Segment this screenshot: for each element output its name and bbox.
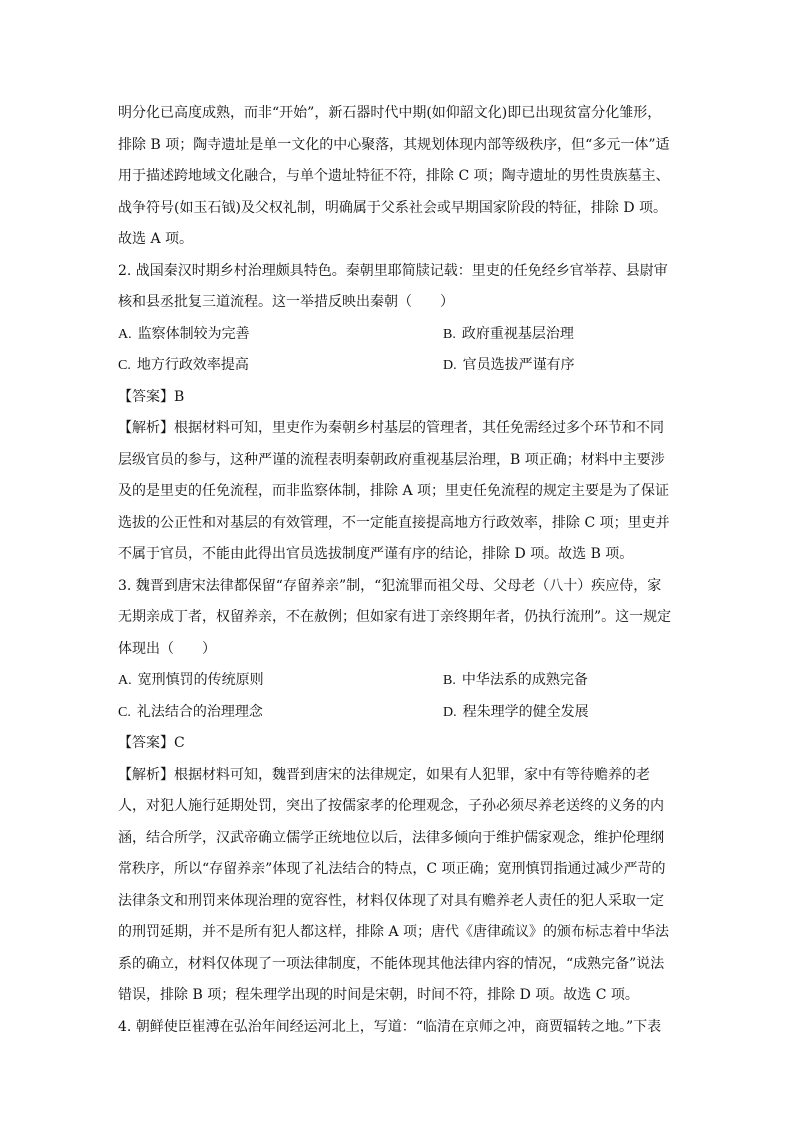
- question-3: [118, 571, 678, 1012]
- text-line: 用于描述跨地域文化融合，与单个遗址特征不符，排除 C 项；陶寺遗址的男性贵族墓主、: [118, 168, 670, 184]
- text-line: 明分化已高度成熟，而非“开始”，新石器时代中期(如仰韶文化)即已出现贫富分化雏形，: [118, 105, 662, 121]
- option-row: [118, 697, 678, 729]
- question-stem: 4. 朝鲜使臣崔溥在弘治年间经运河北上，写道：“临清在京师之冲，商贾辐转之地。”下表: [118, 1018, 662, 1035]
- option-text: 监察体制较为完善: [137, 325, 250, 342]
- option-letter: C.: [118, 704, 131, 720]
- analysis-line: 系的确立，材料仅体现了一项法律制度，不能体现其他法律内容的情况，“成熟完备”说法: [118, 955, 665, 972]
- option-text: 官员选拔严谨有序: [462, 357, 575, 373]
- option-c: [118, 350, 249, 382]
- option-row: [118, 350, 678, 382]
- question-stem: 无期亲成丁者，权留养亲，不在赦例；但如家有进丁亲终期年者，仍执行流刑”。这一规定: [118, 609, 672, 625]
- question-stem: 核和县丞批复三道流程。这一举措反映出秦朝（ ）: [118, 294, 454, 310]
- analysis-line: 及的是里吏的任免流程，而非监察体制，排除 A 项；里吏任免流程的规定主要是为了保证: [118, 483, 670, 499]
- option-letter: D.: [443, 358, 457, 373]
- analysis-line: 选拔的公正性和对基层的有效管理，不一定能直接提高地方行政效率，排除 C 项；里吏并: [118, 514, 670, 531]
- option-a: [118, 665, 264, 697]
- analysis-line: 人，对犯人施行延期处罚，突出了按儒家孝的伦理观念，子孙必须尽养老送终的义务的内: [118, 798, 664, 814]
- question-4: [118, 1012, 678, 1044]
- option-letter: D.: [443, 704, 457, 720]
- option-letter: C.: [118, 358, 131, 373]
- analysis-line: 的刑罚延期，并不是所有犯人都这样，排除 A 项；唐代《唐律疏议》的颁布标志着中华法: [118, 924, 670, 940]
- question-stem: 2. 战国秦汉时期乡村治理颇具特色。秦朝里耶简牍记载：里吏的任免经乡官举荐、县尉审: [118, 262, 668, 279]
- option-letter: A.: [118, 326, 132, 342]
- option-d: [443, 350, 575, 382]
- text-line: 排除 B 项；陶寺遗址是单一文化的中心聚落，其规划体现内部等级秩序，但“多元一体”适: [118, 136, 670, 153]
- text-line: 战争符号(如玉石钺)及父权礼制，明确属于父系社会或早期国家阶段的特征，排除 D 项。: [118, 199, 668, 216]
- option-c: [118, 697, 263, 729]
- question-2: [118, 256, 678, 571]
- answer-label: 【答案】B: [118, 388, 185, 405]
- option-text: 程朱理学的健全发展: [462, 703, 589, 720]
- text-line: 故选 A 项。: [118, 231, 194, 247]
- analysis-line: 法律条文和刑罚来体现治理的宽容性，材料仅体现了对具有赡养老人责任的犯人采取一定: [118, 892, 664, 909]
- option-text: 地方行政效率提高: [136, 357, 249, 373]
- analysis-line: 不属于官员，不能由此得出官员选拔制度严谨有序的结论，排除 D 项。故选 B 项。: [118, 546, 634, 562]
- option-row: [118, 665, 678, 697]
- question-stem: 3. 魏晋到唐宋法律都保留“存留养亲”制，“犯流罪而祖父母、父母老（八十）疾应侍，家: [118, 577, 662, 594]
- option-letter: A.: [118, 673, 132, 688]
- question-stem: 体现出（ ）: [118, 640, 216, 657]
- option-text: 中华法系的成熟完备: [461, 672, 588, 688]
- option-b: [443, 665, 588, 697]
- option-text: 宽刑慎罚的传统原则: [137, 672, 264, 688]
- option-d: [443, 697, 589, 729]
- answer-label: 【答案】C: [118, 735, 185, 751]
- option-row: [118, 319, 678, 351]
- option-text: 礼法结合的治理理念: [136, 703, 263, 720]
- analysis-line: 层级官员的参与，这种严谨的流程表明秦朝政府重视基层治理，B 项正确；材料中主要涉: [118, 451, 665, 468]
- option-letter: B.: [443, 326, 456, 342]
- analysis-line: 【解析】根据材料可知，里吏作为秦朝乡村基层的管理者，其任免需经过多个环节和不同: [118, 420, 664, 436]
- option-a: [118, 319, 250, 351]
- analysis-line: 【解析】根据材料可知，魏晋到唐宋的法律规定，如果有人犯罪，家中有等待赡养的老: [118, 766, 650, 783]
- option-text: 政府重视基层治理: [461, 325, 574, 342]
- analysis-line: 涵，结合所学，汉武帝确立儒学正统地位以后，法律多倾向于维护儒家观念，维护伦理纲: [118, 829, 664, 846]
- page-content: [118, 98, 678, 1043]
- analysis-line: 常秩序，所以“存留养亲”体现了礼法结合的特点，C 项正确；宽刑慎罚指通过减少严苛的: [118, 861, 666, 877]
- option-b: [443, 319, 574, 351]
- analysis-line: 错误，排除 B 项；程朱理学出现的时间是宋朝，时间不符，排除 D 项。故选 C 项。: [118, 987, 639, 1003]
- previous-analysis-continuation: [118, 98, 678, 256]
- option-letter: B.: [443, 673, 456, 688]
